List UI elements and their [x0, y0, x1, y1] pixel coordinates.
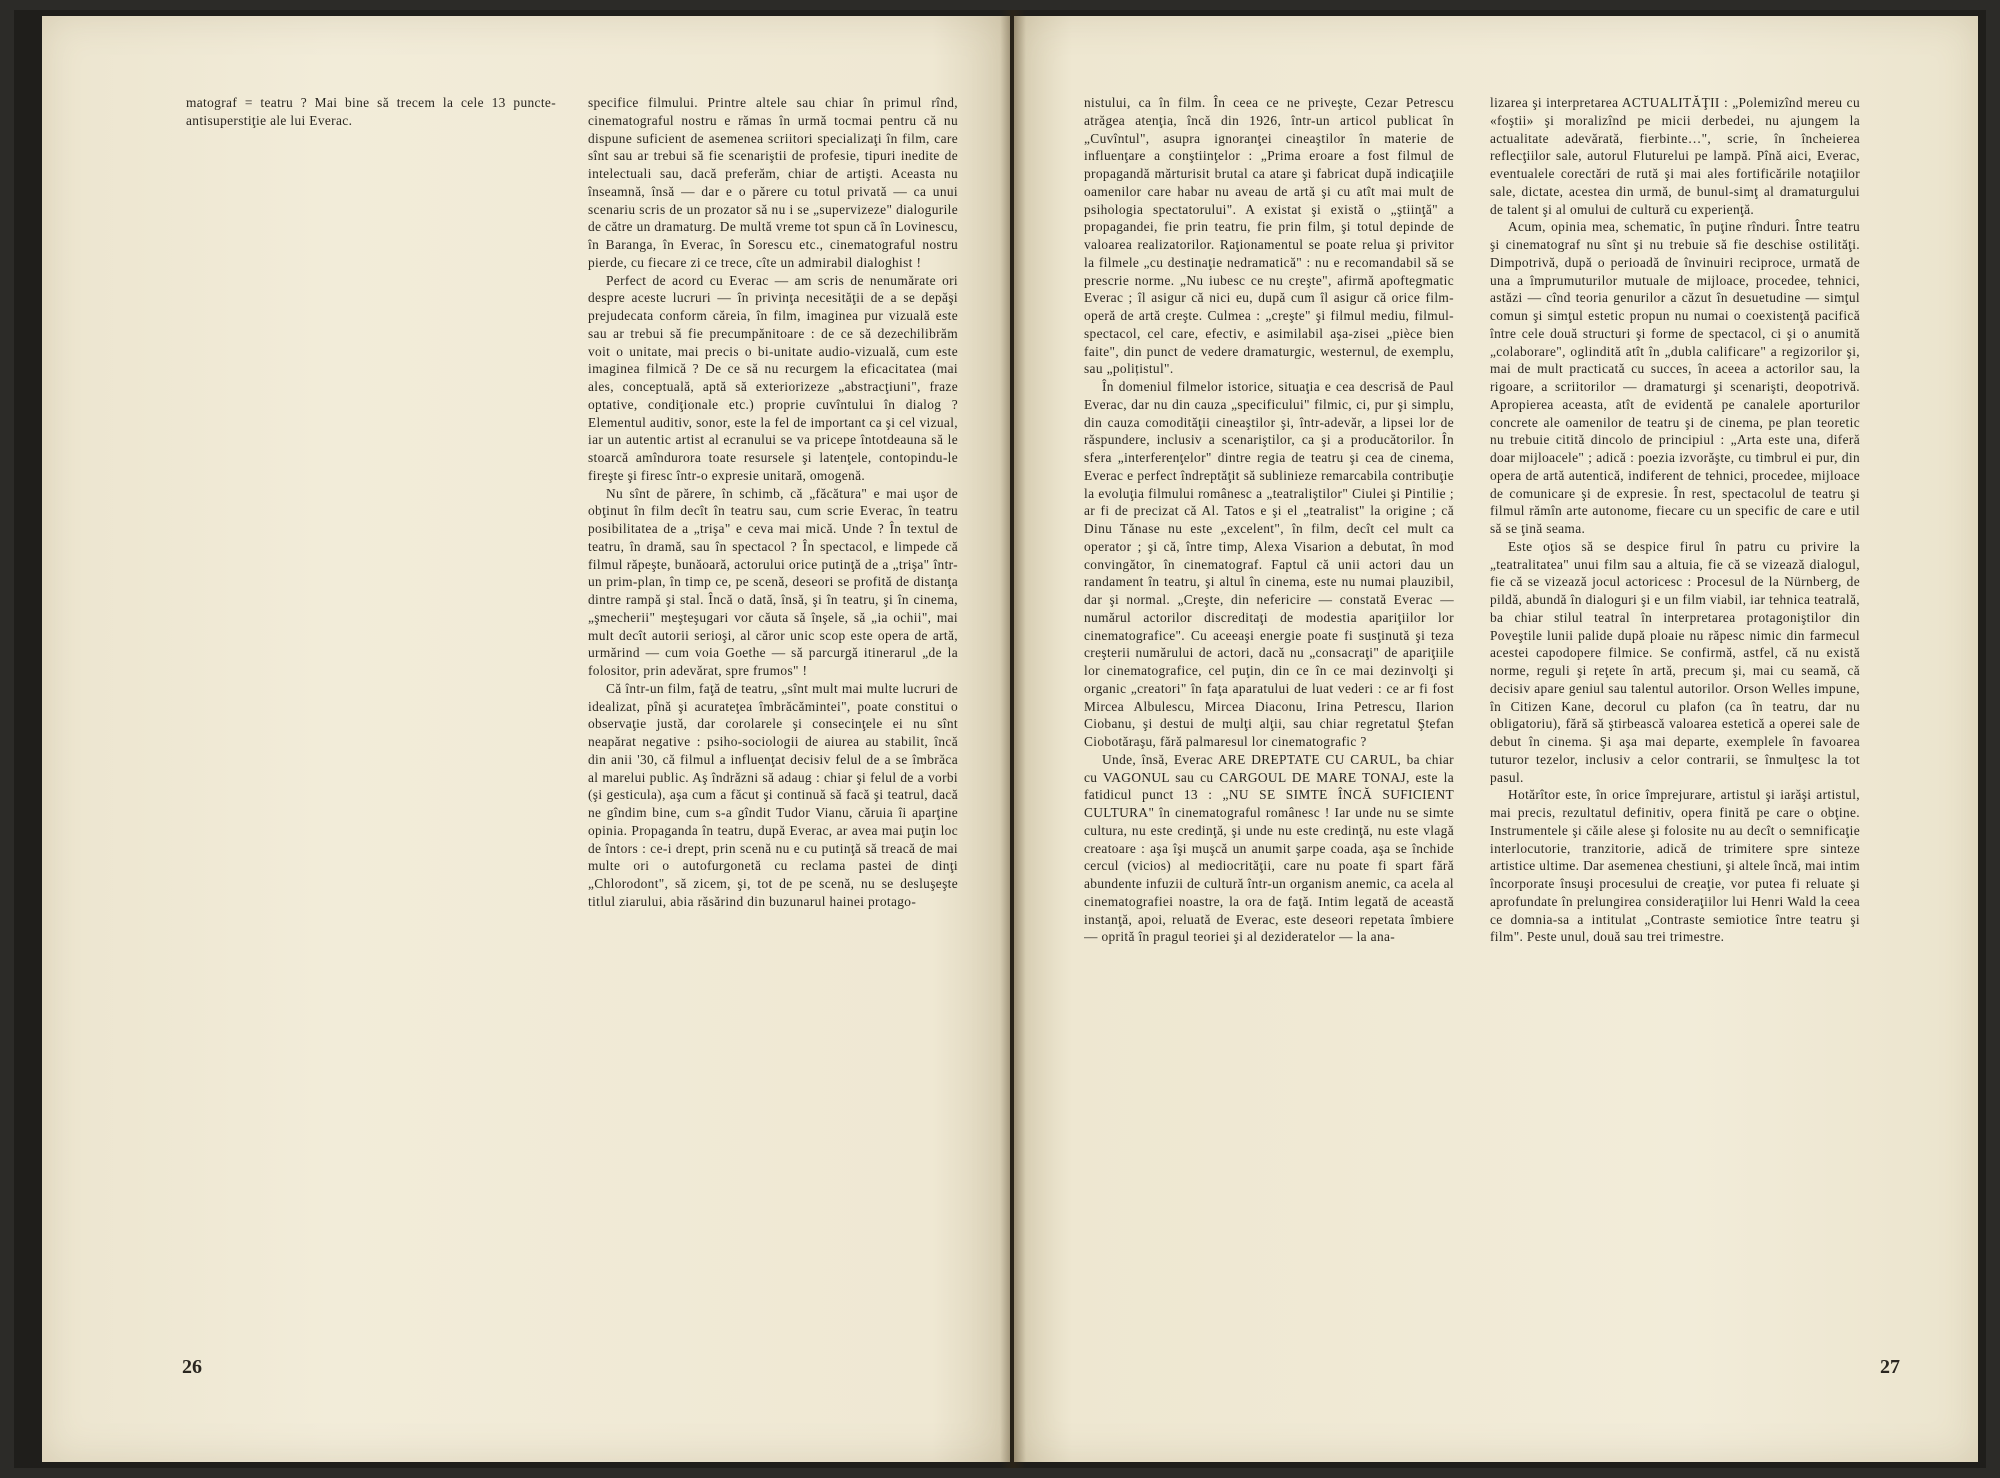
book-spread — [14, 10, 1986, 1468]
page-right — [1014, 16, 1978, 1462]
paragraph: În domeniul filmelor istorice, situaţia e cea descrisă de Paul Everac, dar nu din cauza „specificului" filmic, ci, pur şi simplu, din cauza comodităţii cineaştilor şi, într-adevăr, a lipsei lor de răspundere, inclusiv a scenariştilor, ca şi a producătorilor. În sfera „interferenţelor" dintre regia de teatru şi cea de cinema, Everac e perfect îndreptăţit să sublinieze remarcabila contribuţie la evoluţia filmului românesc a „teatraliştilor" Ciulei şi Pintilie ; ar fi de precizat că Al. Tatos e şi el „teatralist" la origine ; că Dinu Tănase nu este „excelent", în film, decît cel mult ca operator ; şi că, între timp, Alexa Visarion a debutat, în mod convingător, în cinematograf. Faptul că unii actori dau un randament în teatru, şi altul în cinema, este nu numai plauzibil, dar şi normal. „Creşte, din nefericire — constată Everac — numărul actorilor discreditaţi de modestia apariţiilor lor cinematografice". Cu aceeaşi energie poate fi susţinută şi teza creşterii numărului de actori, dacă nu „consacraţi" de apariţiile lor cinematografice, cel puţin, din ce în ce mai dezinvolţi şi organic „creatori" în faţa aparatului de luat vederi : ce ar fi fost Mircea Albulescu, Mircea Diaconu, Irina Petrescu, Ilarion Ciobanu, şi destui de mulţi alţii, sau chiar regretatul Ştefan Ciobotăraşu, fără palmaresul lor cinematografic ? — [1084, 379, 1454, 749]
right-column-1 — [1084, 94, 1454, 1354]
page-number-right: 27 — [1880, 1356, 1900, 1378]
left-column-2 — [588, 94, 958, 1354]
left-column-1 — [186, 94, 556, 1354]
right-column-2 — [1490, 94, 1860, 1354]
paragraph: specifice filmului. Printre altele sau chiar în primul rînd, cinematograful nostru e rămas în urmă tocmai pentru că nu dispune suficient de asemenea scriitori specializaţi în film, care sînt sau ar trebui să fie scenariştii de profesie, tipuri inedite de intelectuali sau, dacă preferăm, chiar de artişti. Aceasta nu înseamnă, însă — dar e o părere cu totul privată — ca unui scenariu scris de un prozator să nu i se „supervizeze" dialogurile de către un dramaturg. De multă vreme tot spun că în Lovinescu, în Baranga, în Everac, în Sorescu etc., cinematograful nostru pierde, cu fiecare zi ce trece, cîte un admirabil dialoghist ! — [588, 95, 958, 270]
page-left — [42, 16, 1010, 1462]
paragraph: Nu sînt de părere, în schimb, că „făcătura" e mai uşor de obţinut în film decît în teatru sau, cum scrie Everac, în teatru posibilitatea de a „trişa" e ceva mai mică. Unde ? În textul de teatru, în dramă, sau în spectacol ? În spectacol, e limpede că filmul răpeşte, bunăoară, actorului orice putinţă de a „trişa" într-un prim-plan, în timp ce, pe scenă, deseori se profită de distanţa dintre rampă şi stal. Încă o dată, însă, şi în teatru, şi în cinema, „şmecherii" meşteşugari vor căuta să înşele, să „ia ochii", mai mult decît autorii serioşi, al căror unic scop este opera de artă, urmărind — cum voia Goethe — să parcurgă itinerarul „de la folositor, prin adevărat, spre frumos" ! — [588, 485, 958, 678]
paragraph: Că într-un film, faţă de teatru, „sînt mult mai multe lucruri de idealizat, pînă şi acurateţea îmbrăcămintei", poate constitui o observaţie justă, dar corolarele şi consecinţele ei nu sînt neapărat negative : psiho-sociologii de aiurea au stabilit, încă din anii '30, că filmul a influenţat decisiv felul de a se îmbrăca al marelui public. Aş îndrăzni să adaug : chiar şi felul de a vorbi (şi gesticula), aşa cum a făcut şi continuă să facă şi teatrul, dacă ne gîndim bine, cum s-a gîndit Tudor Vianu, căruia îi aparţine opinia. Propaganda în teatru, după Everac, ar avea mai puţin loc de întors : ce-i drept, prin scenă nu e cu putinţă să treacă de mai multe ori o autofurgonetă cu reclama pastei de dinţi „Chlorodont", să zicem, şi, tot de pe scenă, nu se desluşeşte titlul ziarului, abia răsărind din buzunarul hainei protago- — [588, 680, 958, 909]
paragraph: Perfect de acord cu Everac — am scris de nenumărate ori despre aceste lucruri — în privinţa necesităţii de a se depăşi prejudecata conform căreia, în film, imaginea pur vizuală este sau ar trebui să fie precumpănitoare : de ce să dezechilibrăm voit o unitate, mai precis o bi-unitate audio-vizuală, cum este imaginea filmică ? De ce să nu recurgem la eficacitatea (mai ales, conceptuală, aptă să exteriorizeze „abstracţiuni", fraze optative, condiţionale etc.) proprie cuvîntului în dialog ? Elementul auditiv, sonor, este la fel de important ca şi cel vizual, iar un autentic artist al ecranului se va pricepe întotdeauna să le stoarcă amîndurora toate resursele şi latenţele, contopindu-le fireşte şi firesc într-o expresie unitară, omogenă. — [588, 272, 958, 483]
paragraph: Acum, opinia mea, schematic, în puţine rînduri. Între teatru şi cinematograf nu sînt şi nu trebuie să fie deschise ostilităţi. Dimpotrivă, după o perioadă de învinuiri reciproce, urmată de una a împrumuturilor mutuale de mijloace, procedee, tehnici, astăzi — cînd teoria genurilor a căzut în desuetudine — simţul comun şi simţul estetic propun nu numai o coexistenţă pacifică între cele două structuri şi forme de spectacol, ci şi o anumită „colaborare", oglindită atît în „dubla calificare" a regizorilor şi, mai de mult practicată cu succes, în aceea a actorilor sau, la rigoare, a scriitorilor — dramaturgi şi scenarişti, deopotrivă. Apropierea aceasta, atît de evidentă pe canalele aporturilor concrete ale oamenilor de teatru şi de cinema, pe plan teoretic nu trebuie citită dincolo de principiul : „Arta este una, diferă doar mijloacele" ; adică : poezia izvorăşte, cu timbrul ei pur, din opera de artă autentică, indiferent de tehnici, procedee, mijloace de comunicare şi de expresie. În rest, spectacolul de teatru şi filmul rămîn arte autonome, fiecare cu un specific de care e util să se ţină seama. — [1490, 219, 1860, 536]
paragraph: Unde, însă, Everac ARE DREPTATE CU CARUL, ba chiar cu VAGONUL sau cu CARGOUL DE MARE TONAJ, este la fatidicul punct 13 : „NU SE SIMTE ÎNCĂ SUFICIENT CULTURA" în cinematograful românesc ! Iar unde nu se simte cultura, nu este credinţă, şi unde nu este credinţă, nu este vlagă creatoare : aşa îşi muşcă un anumit şarpe coada, aşa se închide cercul (vicios) al mediocrităţii, care nu poate fi spart fără abundente infuzii de cultură într-un organism anemic, ca acela al cinematografiei noastre, la ora de faţă. Intim legată de această instanţă, apoi, reluată de Everac, este deseori repetata îmbiere — oprită în pragul teoriei şi al dezideratelor — la ana- — [1084, 751, 1454, 945]
paragraph: nistului, ca în film. În ceea ce ne priveşte, Cezar Petrescu atrăgea atenţia, încă din 1926, într-un articol publicat în „Cuvîntul", asupra ignoranţei cineaştilor în materie de influenţare a conştiinţelor : „Prima eroare a fost filmul de propagandă mărturisit brutal ca atare şi fabricat după indicaţiile oamenilor care habar nu aveau de artă şi cu atît mai mult de psihologia spectatorului". A existat şi există o „ştiinţă" a propagandei, fie prin teatru, fie prin film, şi totul depinde de valoarea realizatorilor. Raţionamentul se poate relua şi privitor la filmele „cu destinaţie nedramatică" : nu e recomandabil să se prescrie norme. „Nu iubesc ce nu creşte", afirmă apoftegmatic Everac ; îl asigur că nici eu, după cum îl asigur că orice film-operă de artă creşte. Culmea : „creşte" şi filmul mediu, filmul-spectacol, cel care, efectiv, e asimilabil aşa-zisei „pièce bien faite", din punct de vedere dramaturgic, westernul, de exemplu, sau „polițistul". — [1084, 95, 1454, 377]
paragraph: Este oţios să se despice firul în patru cu privire la „teatralitatea" unui film sau a altuia, fie că se vizează dialogul, fie că se vizează jocul actoricesc : Procesul de la Nürnberg, de pildă, abundă în dialoguri şi e un film viabil, iar tehnica teatrală, ba chiar stilul teatral în interpretarea protagoniştilor din Poveştile lunii palide după ploaie nu răpesc nimic din farmecul acestei capodopere filmice. Se confirmă, astfel, că nu există norme, reguli şi reţete în artă, precum şi, mai cu seamă, că decisiv apare geniul sau talentul autorilor. Orson Welles impune, în Citizen Kane, decorul cu plafon (ca în teatru, dar nu obligatoriu), fără să ştirbească valoarea estetică a operei sale de debut în cinema. Şi aşa mai departe, exemplele în favoarea tuturor tezelor, inclusiv a celor contrarii, se înmulţesc la tot pasul. — [1490, 538, 1860, 785]
paragraph: Hotărîtor este, în orice împrejurare, artistul şi iarăşi artistul, mai precis, rezultatul definitiv, opera finită pe care o obţine. Instrumentele şi căile alese şi folosite nu au decît o semnificaţie interlocutorie, tranzitorie, adică de trimitere spre sinteze artistice ultime. Dar asemenea chestiuni, şi altele încă, mai intim încorporate însuşi procesului de creaţie, vor putea fi reluate şi aprofundate în prelungirea consideraţiilor lui Henri Wald la ceea ce domnia-sa a intitulat „Contraste semiotice între teatru şi film". Peste unul, două sau trei trimestre. — [1490, 787, 1860, 945]
page-number-left: 26 — [182, 1356, 202, 1378]
paragraph: matograf = teatru ? Mai bine să trecem la cele 13 puncte-antisuperstiţie ale lui Everac. — [186, 95, 556, 128]
paragraph: lizarea şi interpretarea ACTUALITĂŢII : „Polemizînd mereu cu «foştii» şi moralizînd pe micii derbedei, nu ajungem la actualitate adevărată, fierbinte…", scrie, în încheierea reflecţiilor sale, autorul Fluturelui pe lampă. Pînă aici, Everac, eventualele corectări de rută şi mai ales fortificările notaţiilor sale, dictate, acestea din urmă, de bunul-simţ al dramaturgului de talent şi al omului de cultură cu experienţă. — [1490, 95, 1860, 217]
